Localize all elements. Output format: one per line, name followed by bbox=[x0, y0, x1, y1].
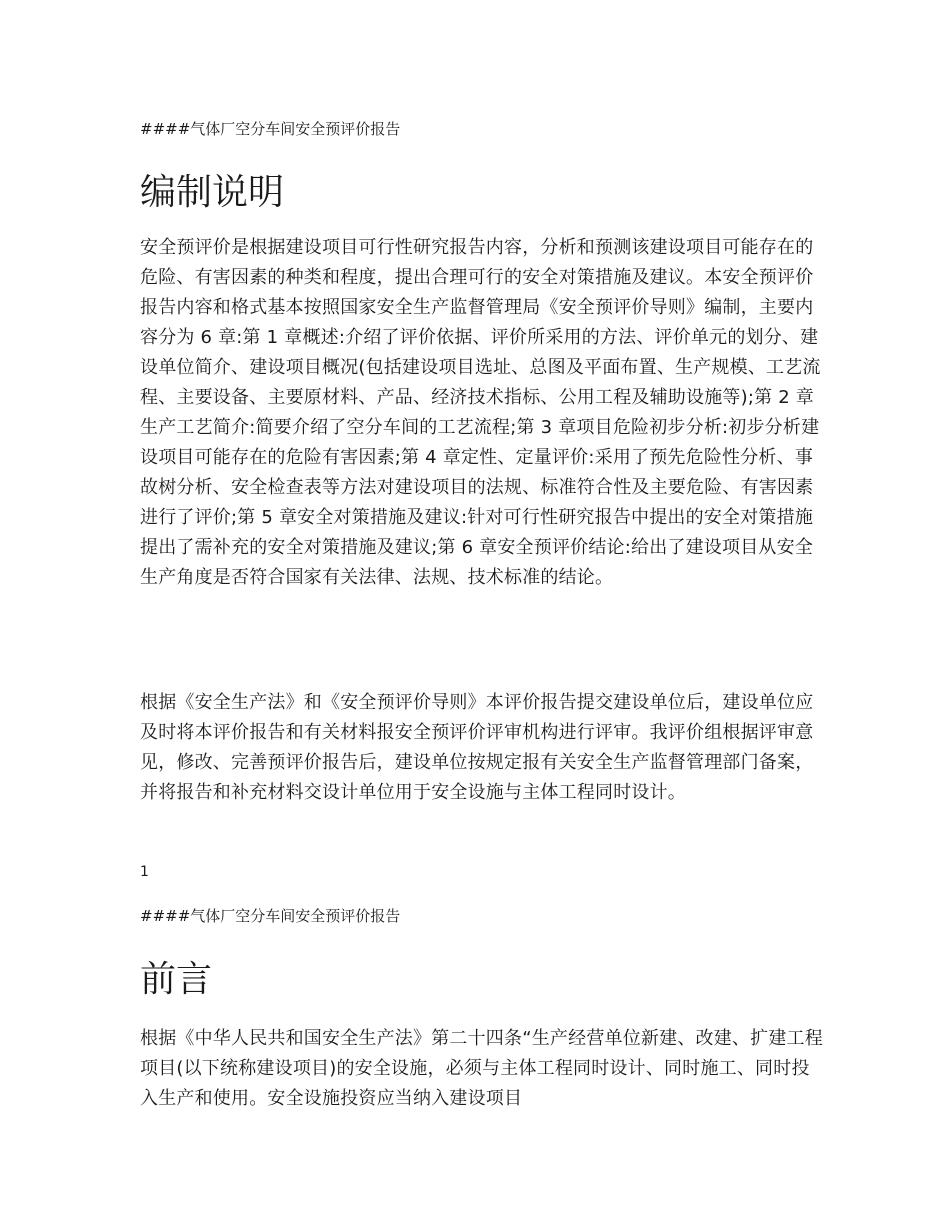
running-header: ####气体厂空分车间安全预评价报告 bbox=[140, 120, 401, 138]
body-paragraph: 安全预评价是根据建设项目可行性研究报告内容，分析和预测该建设项目可能存在的危险、有害因素的种类和程度，提出合理可行的安全对策措施及建议。本安全预评价报告内容和格式基本按照国家安全生产监督管理局《安全预评价导则》编制，主要内容分为 6 章:第 1 章概述:介绍了评价依据、评价所采用的方法、评价单元的划分、建设单位简介、建设项目概况(包括建设项目选址、总图及平面布置、生产规模、工艺流程、主要设备、主要原材料、产品、经济技术指标、公用工程及辅助设施等);第 2 章生产工艺简介:简要介绍了空分车间的工艺流程;第 3 章项目危险初步分析:初步分析建设项目可能存在的危险有害因素;第 4 章定性、定量评价:采用了预先危险性分析、事故树分析、安全检查表等方法对建设项目的法规、标准符合性及主要危险、有害因素进行了评价;第 5 章安全对策措施及建议:针对可行性研究报告中提出的安全对策措施提出了需补充的安全对策措施及建议;第 6 章安全预评价结论:给出了建设项目从安全生产角度是否符合国家有关法律、法规、技术标准的结论。 bbox=[140, 237, 821, 588]
section-title-compilation-notes: 编制说明 bbox=[140, 172, 285, 213]
page-number: 1 bbox=[140, 864, 149, 880]
section-title-preface: 前言 bbox=[140, 959, 213, 1000]
running-header: ####气体厂空分车间安全预评价报告 bbox=[140, 907, 401, 925]
body-paragraph: 根据《安全生产法》和《安全预评价导则》本评价报告提交建设单位后，建设单位应及时将本评价报告和有关材料报安全预评价评审机构进行评审。我评价组根据评审意见，修改、完善预评价报告后，建设单位按规定报有关安全生产监督管理部门备案，并将报告和补充材料交设计单位用于安全设施与主体工程同时设计。 bbox=[140, 692, 814, 803]
body-paragraph: 根据《中华人民共和国安全生产法》第二十四条“生产经营单位新建、改建、扩建工程项目(以下统称建设项目)的安全设施，必须与主体工程同时设计、同时施工、同时投入生产和使用。安全设施投资应当纳入建设项目 bbox=[140, 1028, 823, 1109]
